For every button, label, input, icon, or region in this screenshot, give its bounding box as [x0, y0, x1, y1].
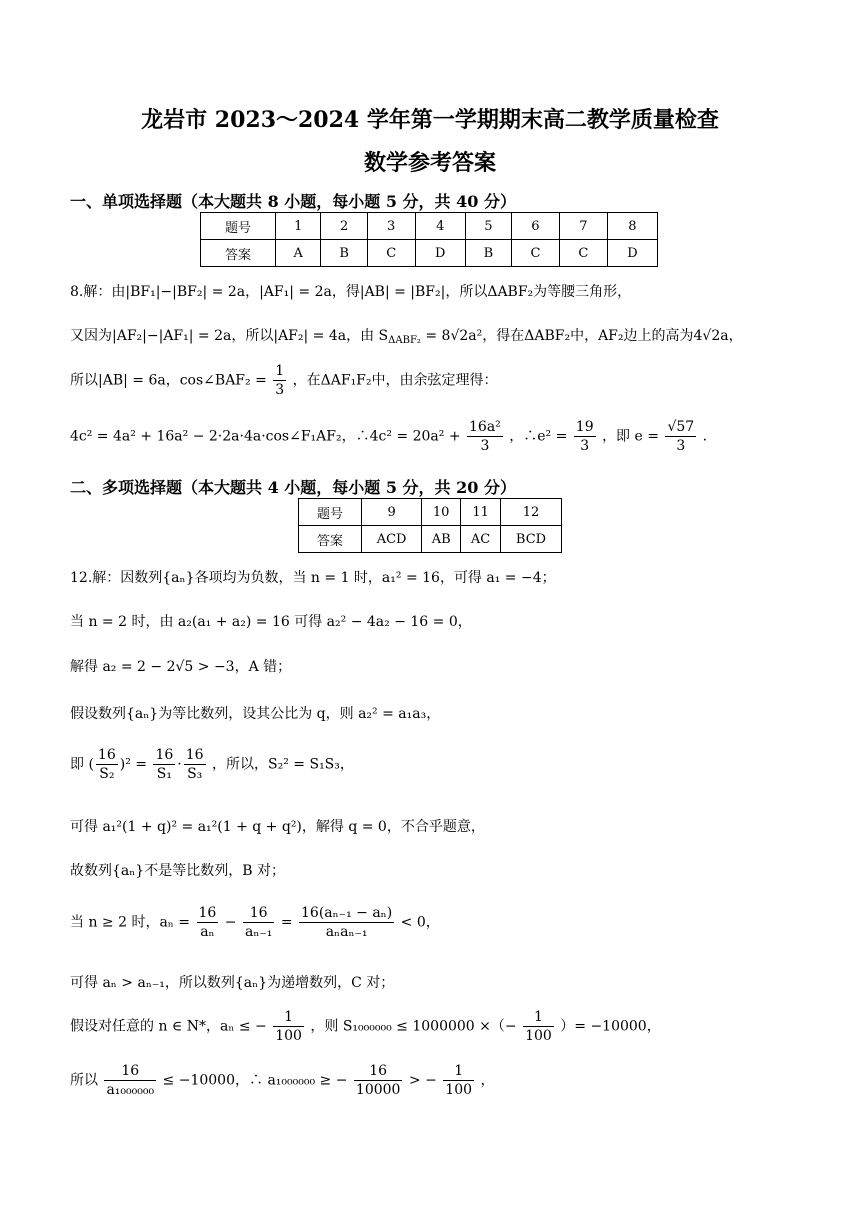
fraction	[104, 1062, 156, 1099]
fraction	[523, 1008, 554, 1045]
table-cell: 题号	[201, 213, 276, 240]
fraction	[273, 1008, 304, 1045]
fraction	[153, 746, 175, 783]
multi-choice-answer-table	[298, 498, 562, 553]
table-row	[201, 240, 658, 267]
table-cell: B	[465, 240, 511, 267]
denominator: S₃	[187, 766, 203, 782]
page-subtitle: 数学参考答案	[363, 150, 496, 176]
text: .	[702, 428, 708, 445]
table-cell: C	[367, 240, 415, 267]
numerator: 16a²	[469, 419, 501, 435]
table-cell: AB	[422, 526, 461, 553]
numerator: 1	[273, 1008, 304, 1027]
fraction	[665, 418, 696, 455]
denominator: aₙ	[200, 924, 215, 940]
text: 即 (	[70, 756, 94, 773]
q12-line-8	[70, 904, 440, 941]
text: =	[280, 914, 293, 931]
fraction	[443, 1062, 474, 1099]
text: ，∴e² =	[509, 428, 568, 445]
denominator: aₙaₙ₋₁	[325, 924, 368, 940]
table-row	[299, 499, 562, 526]
numerator: 16	[198, 905, 217, 921]
table-cell: 答案	[299, 526, 362, 553]
table-cell: 12	[501, 499, 562, 526]
denominator: S₂	[99, 766, 115, 782]
q12-line-4: 假设数列{aₙ}为等比数列，设其公比为 q，则 a₂² = a₁a₃，	[70, 706, 441, 722]
q8-line-3	[70, 362, 498, 399]
text: ≤ −10000，∴ a₁₀₀₀₀₀₀ ≥ −	[162, 1072, 348, 1089]
numerator: √57	[667, 419, 695, 435]
table-cell: C	[511, 240, 559, 267]
fraction	[467, 418, 503, 455]
table-cell: 8	[607, 213, 657, 240]
table-cell: 10	[422, 499, 461, 526]
table-cell: 3	[367, 213, 415, 240]
numerator: 1	[523, 1008, 554, 1027]
table-cell: 6	[511, 213, 559, 240]
text: 4c² = 4a² + 16a² − 2·2a·4a·cos∠F₁AF₂，∴4c² = 20a² +	[70, 428, 461, 445]
denominator: 3	[676, 438, 686, 454]
table-cell: 11	[461, 499, 501, 526]
text: −	[224, 914, 237, 931]
page-title: 龙岩市 2023～2024 学年第一学期期末高二教学质量检查	[141, 107, 719, 133]
denominator: 100	[525, 1028, 552, 1044]
text: ，所以，S₂² = S₁S₃，	[212, 756, 354, 773]
table-cell: B	[321, 240, 367, 267]
table-cell: 5	[465, 213, 511, 240]
text: 所以	[70, 1072, 98, 1089]
denominator: 3	[275, 382, 285, 398]
table-cell: 7	[559, 213, 607, 240]
table-cell: 答案	[201, 240, 276, 267]
text: ，	[480, 1072, 495, 1089]
q8-line-2	[70, 325, 743, 346]
q12-line-6: 可得 a₁²(1 + q)² = a₁²(1 + q + q²)，解得 q = 0，不合乎题意，	[70, 819, 485, 835]
section-heading-multi-choice: 二、多项选择题（本大题共 4 小题，每小题 5 分，共 20 分）	[70, 478, 516, 497]
table-cell: C	[559, 240, 607, 267]
table-cell: 2	[321, 213, 367, 240]
text: )² =	[119, 756, 148, 773]
section-heading-single-choice: 一、单项选择题（本大题共 8 小题，每小题 5 分，共 40 分）	[70, 192, 516, 211]
q12-line-11	[70, 1062, 494, 1099]
denominator: 100	[445, 1082, 473, 1098]
numerator: 16	[104, 1062, 156, 1081]
denominator: 100	[275, 1028, 302, 1044]
table-cell: 1	[276, 213, 321, 240]
table-cell: AC	[461, 526, 501, 553]
q12-line-3: 解得 a₂ = 2 − 2√5 > −3，A 错；	[70, 659, 292, 675]
fraction	[197, 904, 219, 941]
text: ，则 S₁₀₀₀₀₀₀ ≤ 1000000 ×（−	[310, 1018, 517, 1035]
q12-line-9: 可得 aₙ > aₙ₋₁，所以数列{aₙ}为递增数列，C 对；	[70, 975, 395, 991]
table-cell: 题号	[299, 499, 362, 526]
fraction	[96, 746, 118, 783]
text: 假设对任意的 n ∈ N*，aₙ ≤ −	[70, 1018, 267, 1035]
denominator: a₁₀₀₀₀₀₀	[106, 1082, 155, 1098]
table-row	[201, 213, 658, 240]
numerator: 16	[185, 747, 204, 763]
text: 当 n ≥ 2 时，aₙ =	[70, 914, 191, 931]
q12-line-2: 当 n = 2 时，由 a₂(a₁ + a₂) = 16 可得 a₂² − 4a₂ − 16 = 0，	[70, 614, 472, 630]
fraction	[273, 362, 286, 399]
q12-line-1: 12.解：因数列{aₙ}各项均为负数，当 n = 1 时，a₁² = 16，可得 a₁ = −4；	[70, 570, 556, 586]
numerator: 16(aₙ₋₁ − aₙ)	[301, 905, 393, 921]
text: > −	[408, 1072, 437, 1089]
table-cell: D	[415, 240, 465, 267]
text: ）= −10000，	[560, 1018, 661, 1035]
numerator: 16	[243, 904, 274, 923]
q8-line-1: 8.解：由|BF₁|−|BF₂| = 2a，|AF₁| = 2a，得|AB| = |BF₂|，所以ΔABF₂为等腰三角形，	[70, 284, 632, 300]
text: ，即 e =	[602, 428, 659, 445]
denominator: 10000	[355, 1082, 401, 1098]
table-cell: 4	[415, 213, 465, 240]
table-cell: ACD	[362, 526, 422, 553]
table-cell: BCD	[501, 526, 562, 553]
q12-line-10	[70, 1008, 661, 1045]
text: 又因为|AF₂|−|AF₁| = 2a，所以|AF₂| = 4a，由 S	[70, 328, 389, 344]
q12-line-5	[70, 746, 354, 783]
table-row	[299, 526, 562, 553]
denominator: aₙ₋₁	[244, 924, 273, 940]
q8-line-4	[70, 418, 707, 455]
text: ·	[177, 756, 182, 773]
text: 所以|AB| = 6a，cos∠BAF₂ =	[70, 372, 267, 389]
fraction	[243, 904, 274, 941]
fraction	[574, 418, 596, 455]
text: ΔABF₂	[388, 335, 421, 346]
fraction	[184, 746, 206, 783]
table-cell: D	[607, 240, 657, 267]
denominator: S₁	[156, 766, 172, 782]
text: < 0，	[400, 914, 440, 931]
numerator: 16	[354, 1062, 403, 1081]
denominator: 3	[580, 438, 590, 454]
text: ，在ΔAF₁F₂中，由余弦定理得：	[292, 372, 498, 389]
numerator: 1	[443, 1062, 474, 1081]
denominator: 3	[480, 438, 490, 454]
q12-line-7: 故数列{aₙ}不是等比数列，B 对；	[70, 863, 285, 879]
numerator: 1	[275, 363, 285, 379]
table-cell: A	[276, 240, 321, 267]
numerator: 16	[155, 747, 174, 763]
fraction	[354, 1062, 403, 1099]
table-cell: 9	[362, 499, 422, 526]
single-choice-answer-table	[200, 212, 658, 267]
text: = 8√2a²，得在ΔABF₂中，AF₂边上的高为4√2a，	[420, 328, 743, 344]
numerator: 16	[97, 747, 116, 763]
fraction	[299, 904, 394, 941]
numerator: 19	[575, 419, 594, 435]
